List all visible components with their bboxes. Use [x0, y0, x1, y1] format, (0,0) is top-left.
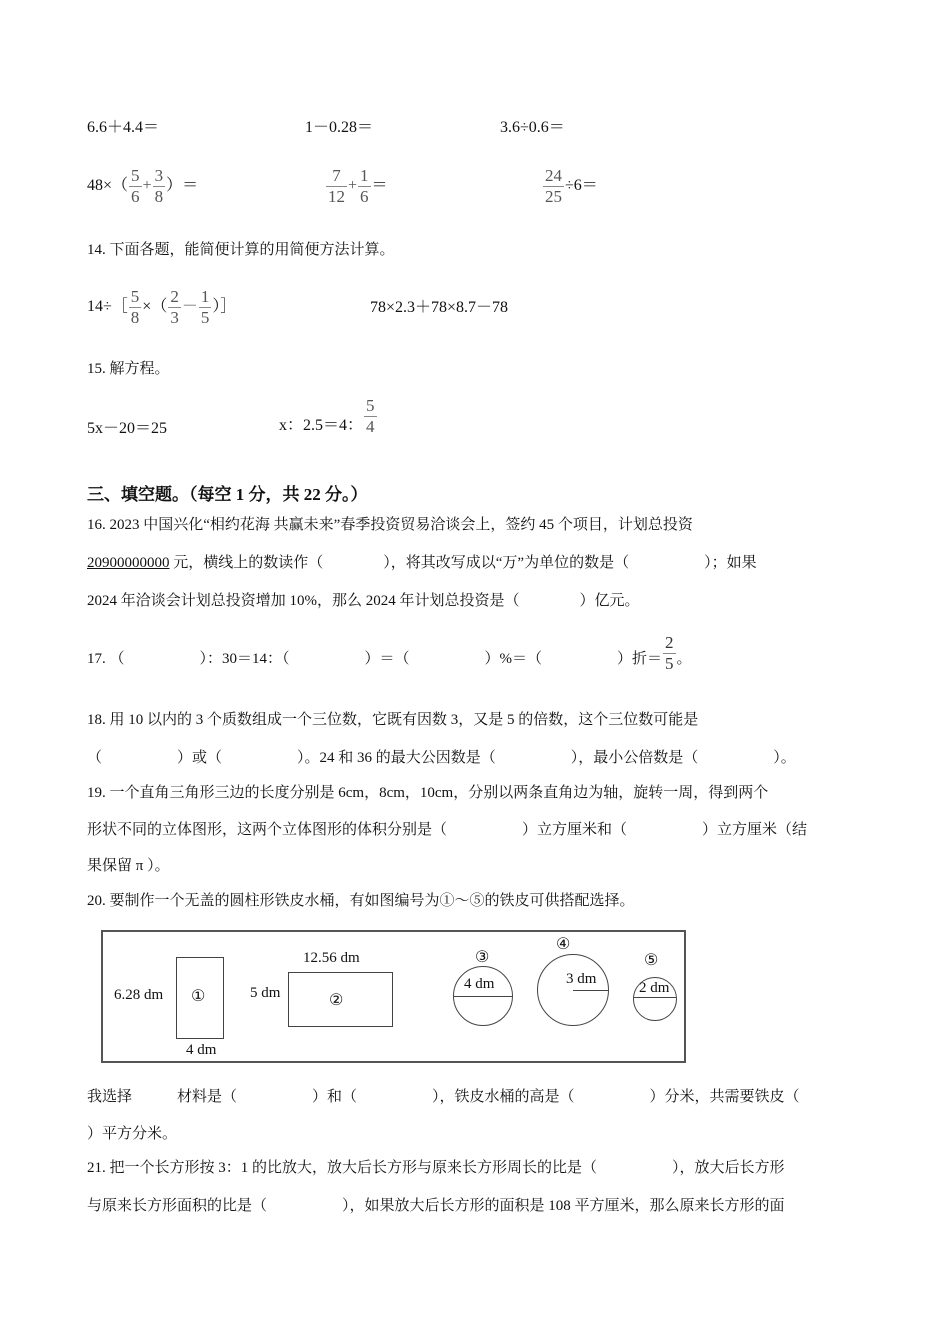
op: － [181, 298, 198, 315]
sheet-2-height: 5 dm [250, 985, 281, 1001]
q16-line-1: 16. 2023 中国兴化“相约花海 共赢未来”春季投资贸易洽谈会上，签约 45 个项目，计划总投资 [87, 517, 693, 533]
fraction: $\frac{3}{8}$ [154, 165, 164, 206]
sheet-3-label: ③ [475, 949, 490, 966]
fraction: $\frac{1}{5}$ [200, 286, 210, 327]
expr-text: 48×（ [87, 177, 129, 194]
sheet-3-circle [453, 966, 513, 1026]
fraction: $\frac{24}{25}$ [545, 165, 562, 206]
fraction: $\frac{5}{6}$ [131, 165, 140, 206]
op: + [348, 177, 358, 194]
q17-text-end: 。 [676, 651, 692, 667]
fraction: $\frac{2}{5}$ [665, 633, 674, 673]
q17-line [87, 624, 692, 674]
q14-expr-1 [87, 283, 236, 331]
calc-expr-1: 6.6＋4.4＝ [87, 119, 160, 136]
sheet-2-rect [288, 972, 393, 1027]
sheet-1-rect [176, 957, 224, 1039]
diameter-line [634, 997, 676, 998]
fraction: $\frac{5}{8}$ [130, 286, 140, 327]
diameter-line [454, 996, 512, 997]
sheet-2-width: 12.56 dm [303, 950, 360, 966]
op: + [142, 177, 152, 194]
sheet-5-dim: 2 dm [639, 980, 670, 996]
calc-expr-3: 3.6÷0.6＝ [500, 119, 565, 136]
sheet-1-label: ① [191, 988, 206, 1005]
q15-expr-1: 5x－20＝25 [87, 420, 168, 437]
expr-text: ×（ [142, 298, 168, 315]
fraction: $\frac{7}{12}$ [328, 165, 345, 206]
sheet-4-dim: 3 dm [566, 971, 597, 987]
q20-title: 20. 要制作一个无盖的圆柱形铁皮水桶，有如图编号为①～⑤的铁皮可供搭配选择。 [87, 893, 635, 909]
underlined-number: 20900000000 [87, 555, 170, 571]
calc-expr-2: 1－0.28＝ [305, 119, 374, 136]
expr-text: ＝ [371, 177, 388, 194]
fraction: $\frac{2}{3}$ [170, 286, 179, 327]
calc-expr-5 [325, 162, 388, 210]
calc-expr-6 [542, 162, 598, 210]
q18-line-2: （ ）或（ ）。24 和 36 的最大公因数是（ ），最小公倍数是（ ）。 [87, 750, 796, 766]
q14-expr-2: 78×2.3＋78×8.7－78 [370, 299, 509, 316]
sheet-4-label: ④ [556, 936, 571, 953]
fraction: $\frac{5}{4}$ [366, 395, 375, 436]
q19-line-1: 19. 一个直角三角形三边的长度分别是 6cm，8cm，10cm，分别以两条直角边为轴，旋转一周，得到两个 [87, 785, 769, 801]
question-14-title: 14. 下面各题，能简便计算的用简便方法计算。 [87, 242, 395, 258]
expr-text: ）］ [212, 298, 237, 315]
q21-line-2: 与原来长方形面积的比是（ ），如果放大后长方形的面积是 108 平方厘米，那么原来长方形的面 [87, 1198, 785, 1214]
q19-line-2: 形状不同的立体图形，这两个立体图形的体积分别是（ ）立方厘米和（ ）立方厘米（结 [87, 822, 808, 838]
q16-line-2 [87, 554, 757, 572]
sheet-5-circle [633, 977, 677, 1021]
section-3-heading: 三、填空题。（每空 1 分，共 22 分。） [87, 485, 368, 504]
q21-line-1: 21. 把一个长方形按 3：1 的比放大，放大后长方形与原来长方形周长的比是（ ），放大后长方形 [87, 1160, 785, 1176]
calc-expr-4 [87, 162, 198, 210]
fraction: $\frac{1}{6}$ [360, 165, 369, 206]
q17-text: 17. （ ）：30＝14：（ ）＝（ ）%＝（ ）折＝ [87, 651, 662, 667]
radius-line [573, 990, 608, 991]
sheet-1-width: 4 dm [186, 1042, 217, 1058]
sheet-1-height: 6.28 dm [114, 987, 164, 1003]
q18-line-1: 18. 用 10 以内的 3 个质数组成一个三位数，它既有因数 3，又是 5 的倍数，这个三位数可能是 [87, 712, 699, 728]
sheet-2-label: ② [329, 992, 344, 1009]
expr-text: ）＝ [166, 177, 199, 194]
expr-text: 14÷［ [87, 298, 128, 315]
expr-text: ÷6＝ [565, 177, 598, 194]
expr-text: x：2.5＝4： [279, 417, 364, 434]
q20-line-1: 我选择 材料是（ ）和（ ），铁皮水桶的高是（ ）分米，共需要铁皮（ [87, 1089, 800, 1105]
q20-diagram [101, 930, 686, 1063]
q19-line-3: 果保留 π ）。 [87, 858, 170, 874]
sheet-4-circle [537, 954, 609, 1026]
sheet-5-label: ⑤ [644, 952, 659, 969]
q15-expr-2 [279, 392, 378, 440]
q16-line-2-text: 元，横线上的数读作（ ），将其改写成以“万”为单位的数是（ ）；如果 [169, 555, 757, 571]
question-15-title: 15. 解方程。 [87, 361, 170, 377]
sheet-3-dim: 4 dm [464, 976, 495, 992]
q20-line-2: ）平方分米。 [87, 1126, 178, 1142]
q16-line-3: 2024 年洽谈会计划总投资增加 10%，那么 2024 年计划总投资是（ ）亿元。 [87, 593, 640, 609]
